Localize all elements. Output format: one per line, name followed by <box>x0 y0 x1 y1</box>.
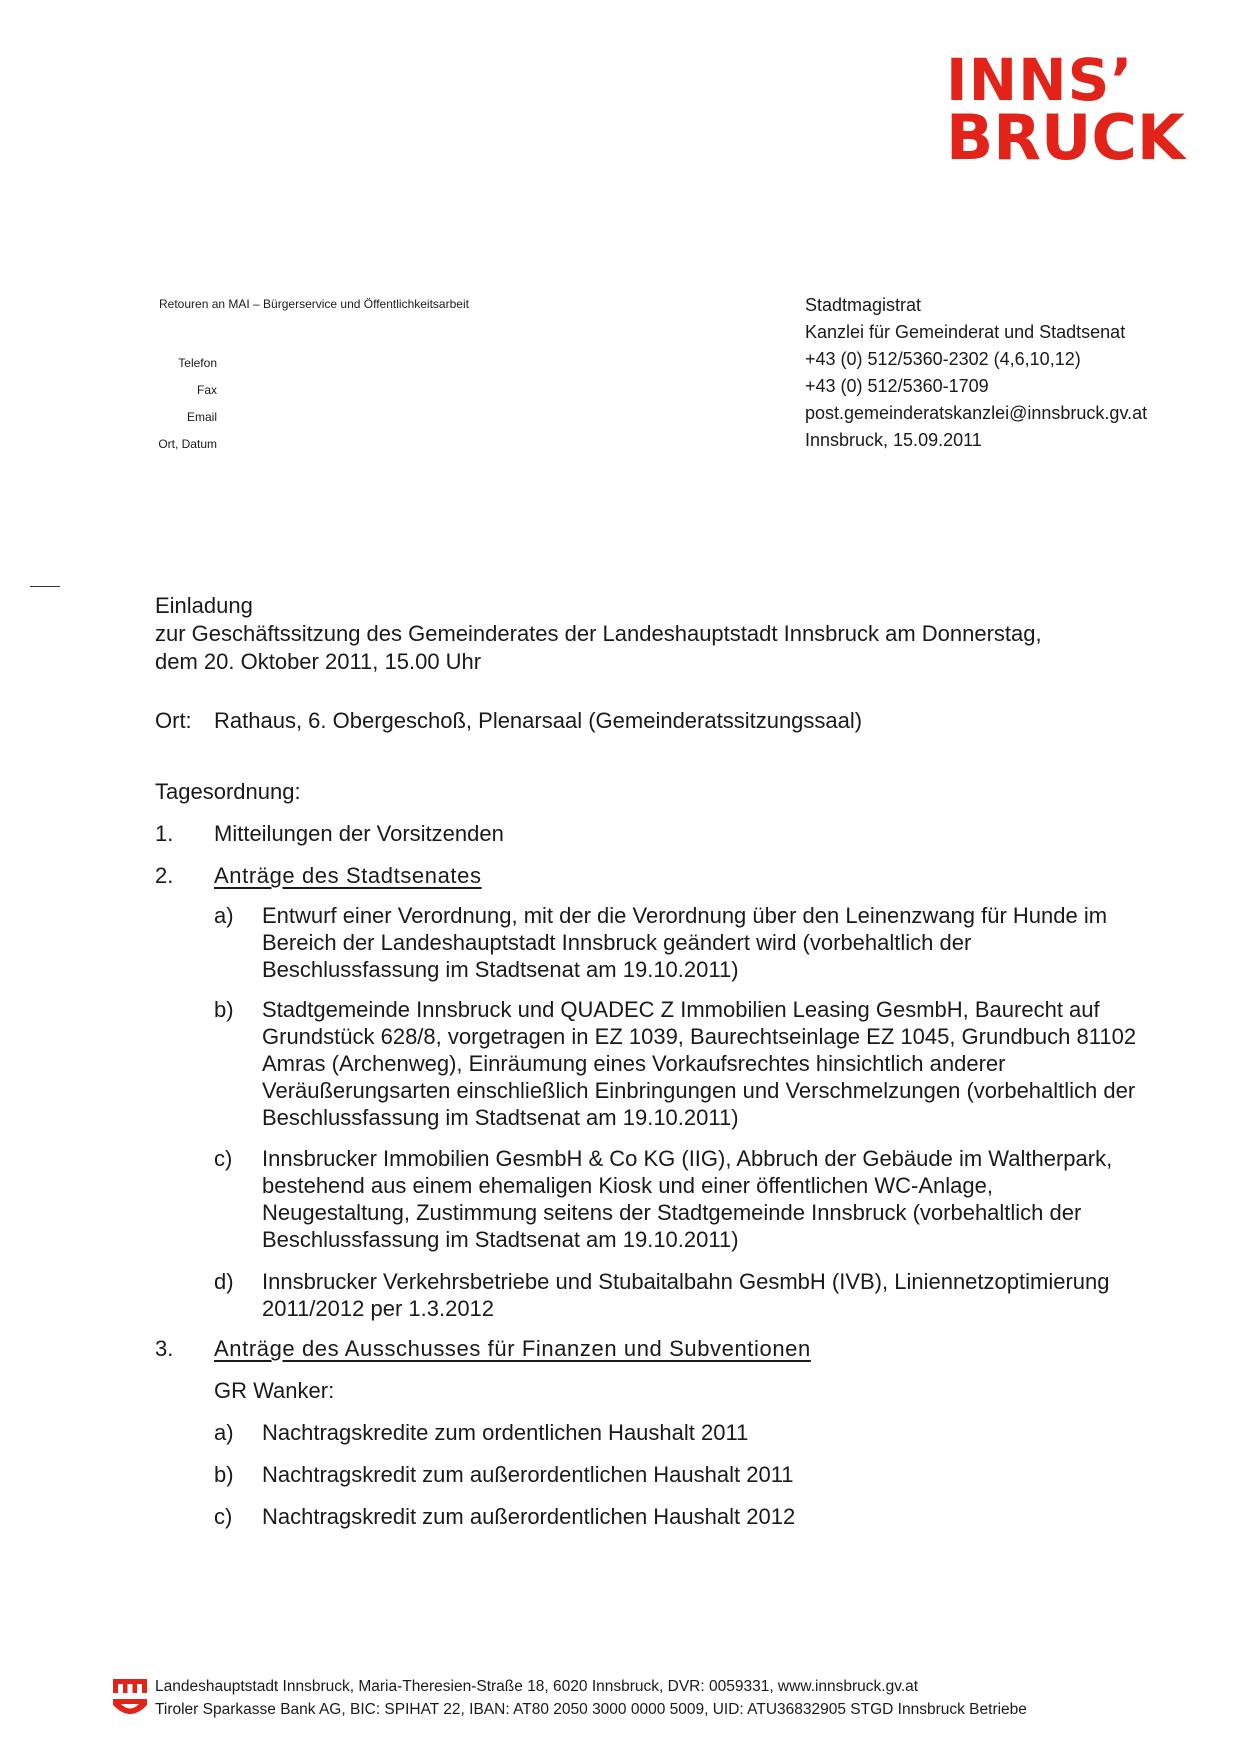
item-3a-text: Nachtragskredite zum ordentlichen Haushalt 2011 <box>262 1420 749 1445</box>
footer-line-1: Landeshauptstadt Innsbruck, Maria-Theresien-Straße 18, 6020 Innsbruck, DVR: 0059331, www.innsbruck.gv.at <box>155 1678 919 1695</box>
item-3b-text: Nachtragskredit zum außerordentlichen Haushalt 2011 <box>262 1462 794 1487</box>
logo-line-2: BRUCK <box>946 101 1185 174</box>
footer <box>155 1675 1027 1721</box>
invitation-date: dem 20. Oktober 2011, 15.00 Uhr <box>155 649 482 674</box>
item-2d-label: d) <box>214 1269 234 1294</box>
agenda-item-1-title: Mitteilungen der Vorsitzenden <box>214 821 504 846</box>
agenda-item-3-title: Anträge des Ausschusses für Finanzen und Subventionen <box>214 1336 811 1361</box>
item-3a-label: a) <box>214 1420 234 1445</box>
item-2b-label: b) <box>214 997 234 1022</box>
footer-line-2: Tiroler Sparkasse Bank AG, BIC: SPIHAT 22, IBAN: AT80 2050 3000 0000 5009, UID: ATU36832905 STGD Innsbruck Betriebe <box>155 1701 1027 1718</box>
item-2a-text: Entwurf einer Verordnung, mit der die Verordnung über den Leinenzwang für Hunde im Bereich der Landeshauptstadt Innsbruck geändert wird (vorbehaltlich der Beschlussfassung im Stadtsenat am 19.10.2011) <box>262 903 1108 982</box>
location-value: Rathaus, 6. Obergeschoß, Plenarsaal (Gemeinderatssitzungssaal) <box>214 708 863 733</box>
agenda-title: Tagesordnung: <box>155 779 301 804</box>
phone-label: Telefon <box>178 356 217 370</box>
sender-office: Stadtmagistrat <box>805 295 922 315</box>
item-2b-text: Stadtgemeinde Innsbruck und QUADEC Z Immobilien Leasing GesmbH, Baurecht auf Grundstück 628/8, vorgetragen in EZ 1039, Baurechtseinlage EZ 1045, Grundbuch 81102 Amras (Archenweg), Einräumung eines Vorkaufsrechtes hinsichtlich anderer Veräußerungsarten einschließlich Einbringungen und Verschmelzungen (vorbehaltlich der Beschlussfassung im Stadtsenat am 19.10.2011) <box>262 997 1137 1130</box>
invitation-title: Einladung <box>155 593 253 618</box>
logo-line-1: INNS’ <box>946 46 1134 114</box>
item-3c-label: c) <box>214 1504 233 1529</box>
innsbruck-logo <box>946 46 1196 174</box>
item-3c-text: Nachtragskredit zum außerordentlichen Haushalt 2012 <box>262 1504 796 1529</box>
fax-label: Fax <box>196 383 217 397</box>
email-value: post.gemeinderatskanzlei@innsbruck.gv.at <box>805 403 1148 423</box>
item-2c-label: c) <box>214 1146 233 1171</box>
agenda-item-3-number: 3. <box>155 1336 174 1361</box>
item-2c-text: Innsbrucker Immobilien GesmbH & Co KG (IIG), Abbruch der Gebäude im Waltherpark, bestehend aus einem ehemaligen Kiosk und einer öffentlichen WC-Anlage, Neugestaltung, Zustimmung seitens der Stadtgemeinde Innsbruck (vorbehaltlich der Beschlussfassung im Stadtsenat am 19.10.2011) <box>262 1146 1113 1252</box>
item-2d-text: Innsbrucker Verkehrsbetriebe und Stubaitalbahn GesmbH (IVB), Liniennetzoptimierung 2011/2012 per 1.3.2012 <box>262 1269 1110 1321</box>
agenda-item-3-speaker: GR Wanker: <box>214 1378 335 1403</box>
agenda-item-2-number: 2. <box>155 863 174 888</box>
fax-value: +43 (0) 512/5360-1709 <box>805 376 989 396</box>
date-value: Innsbruck, 15.09.2011 <box>805 430 982 450</box>
date-label: Ort, Datum <box>158 437 217 451</box>
item-3b-label: b) <box>214 1462 234 1487</box>
sender-department: Kanzlei für Gemeinderat und Stadtsenat <box>805 322 1126 342</box>
city-emblem-icon <box>113 1679 147 1719</box>
location-label: Ort: <box>155 708 192 733</box>
item-2a-label: a) <box>214 903 234 928</box>
agenda-item-1-number: 1. <box>155 821 174 846</box>
invitation-subtitle: zur Geschäftssitzung des Gemeinderates der Landeshauptstadt Innsbruck am Donnerstag, <box>155 621 1042 646</box>
fold-mark <box>30 586 60 587</box>
email-label: Email <box>186 410 217 424</box>
return-address: Retouren an MAI – Bürgerservice und Öffentlichkeitsarbeit <box>159 297 469 311</box>
agenda-item-2-title: Anträge des Stadtsenates <box>214 863 482 888</box>
phone-value: +43 (0) 512/5360-2302 (4,6,10,12) <box>805 349 1081 369</box>
